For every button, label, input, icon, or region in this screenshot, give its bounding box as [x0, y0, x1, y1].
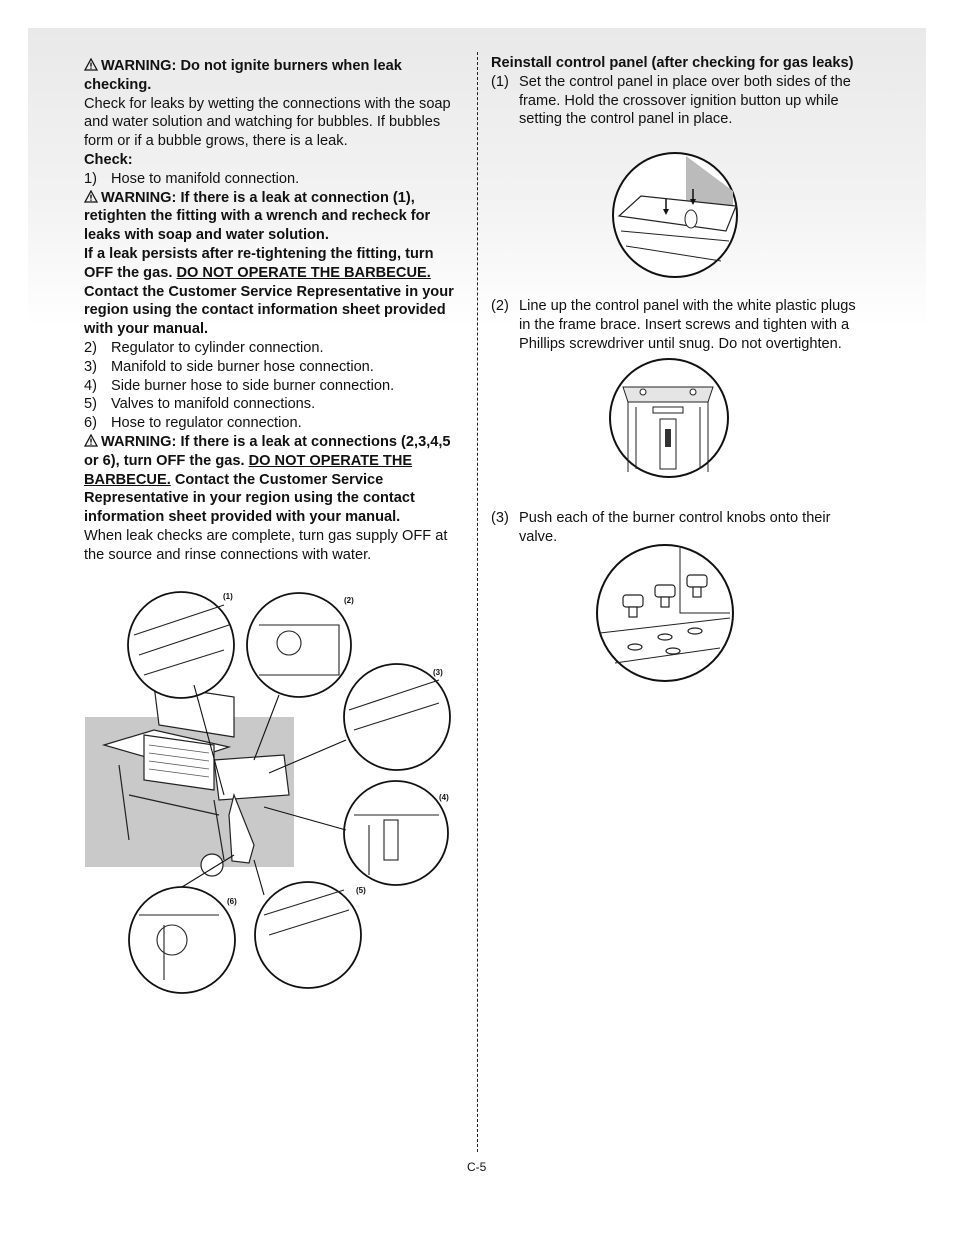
callout-label: (2)	[344, 596, 354, 605]
callout-label: (5)	[356, 886, 366, 895]
warning-1: WARNING: Do not ignite burners when leak checking.	[84, 58, 402, 93]
callout-label: (4)	[439, 793, 449, 802]
control-panel-screws-figure	[608, 357, 730, 479]
check-item: 3) Manifold to side burner hose connection.	[84, 358, 374, 375]
leak-check-intro: Check for leaks by wetting the connections with the soap and water solution and watching for bubbles. If bubbles form or if a bubble grows, there is a leak.	[84, 95, 451, 150]
section-heading: Reinstall control panel (after checking for gas leaks)	[491, 55, 854, 71]
instruction-step-block	[491, 297, 871, 353]
closing-instruction: When leak checks are complete, turn gas supply OFF at the source and rinse connections with water.	[84, 527, 448, 563]
warning-3: WARNING: If there is a leak at connections (2,3,4,5 or 6), turn OFF the gas. DO NOT OPERATE THE BARBECUE. Contact the Customer Service Representative in your region using the contact information sheet provided with your manual.	[84, 433, 451, 526]
warning-triangle-icon	[84, 190, 98, 203]
check-item: 5) Valves to manifold connections.	[84, 396, 316, 413]
right-column	[491, 54, 871, 129]
instruction-step: (1) Set the control panel in place over both sides of the frame. Hold the crossover ignition button up while setting the control panel in place.	[491, 73, 851, 128]
warning-triangle-icon	[84, 58, 98, 71]
column-divider	[477, 52, 478, 1152]
callout-label: (6)	[227, 897, 237, 906]
warning-2: WARNING: If there is a leak at connection (1), retighten the fitting with a wrench and recheck for leaks with soap and water solution.	[84, 189, 431, 244]
check-item: 2) Regulator to cylinder connection.	[84, 339, 324, 356]
instruction-step: (3) Push each of the burner control knobs onto their valve.	[491, 510, 831, 545]
check-item: 4) Side burner hose to side burner connection.	[84, 377, 395, 394]
left-column	[84, 57, 462, 565]
check-item: 6) Hose to regulator connection.	[84, 415, 302, 432]
check-item: 1) Hose to manifold connection.	[84, 170, 300, 187]
page-number: C-5	[467, 1160, 487, 1174]
leak-persist-notice: If a leak persists after re-tightening the fitting, turn OFF the gas. DO NOT OPERATE THE BARBECUE. Contact the Customer Service Representative in your region using the contact information sheet provided with your manual.	[84, 245, 454, 338]
leak-check-illustration	[84, 585, 454, 995]
control-knobs-figure	[595, 543, 735, 683]
instruction-step-block	[491, 509, 871, 547]
instruction-step: (2) Line up the control panel with the white plastic plugs in the frame brace. Insert screws and tighten with a Phillips screwdriver until snug. Do not overtighten.	[491, 298, 856, 352]
callout-label: (1)	[223, 592, 233, 601]
control-panel-placement-figure	[611, 151, 739, 279]
check-label: Check:	[84, 151, 133, 168]
warning-triangle-icon	[84, 434, 98, 447]
callout-label: (3)	[433, 668, 443, 677]
